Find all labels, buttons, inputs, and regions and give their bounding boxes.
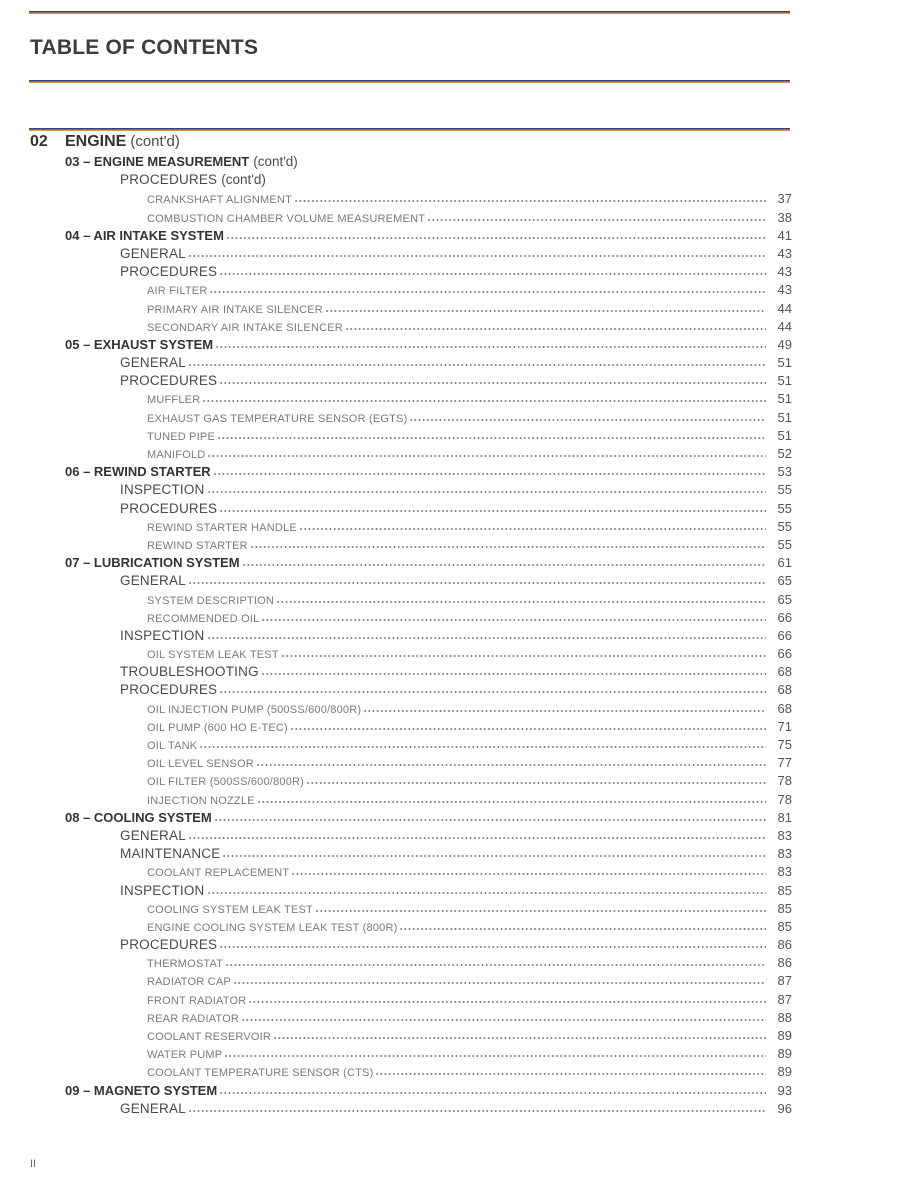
toc-entry-label: 07 – LUBRICATION SYSTEM xyxy=(65,555,240,571)
toc-entry-label: PROCEDURES xyxy=(120,500,218,516)
part-number: 02 xyxy=(30,133,48,150)
toc-entry-label: INJECTION NOZZLE xyxy=(147,794,255,807)
page-number: II xyxy=(30,1158,37,1170)
toc-entry-label: GENERAL xyxy=(120,1100,186,1116)
dot-leader xyxy=(215,336,766,350)
table-of-contents xyxy=(30,131,792,1117)
toc-subsection-entry[interactable] xyxy=(30,571,792,589)
toc-page-number: 65 xyxy=(777,573,792,589)
toc-entry-label: PROCEDURES xyxy=(120,682,218,698)
toc-subsection-entry[interactable] xyxy=(30,353,792,371)
dot-leader xyxy=(209,281,766,295)
toc-page-number: 37 xyxy=(777,191,792,207)
toc-topic-entry[interactable] xyxy=(30,189,792,207)
toc-page-number: 89 xyxy=(777,1064,792,1080)
toc-entry-label: MANIFOLD xyxy=(147,449,206,461)
toc-subsection-entry[interactable] xyxy=(30,262,792,280)
toc-page-number: 81 xyxy=(777,809,792,825)
dot-leader xyxy=(219,936,766,950)
toc-entry-label: TUNED PIPE xyxy=(147,430,216,443)
toc-topic-entry[interactable] xyxy=(30,990,792,1008)
toc-page-number: 78 xyxy=(777,791,792,807)
toc-entries xyxy=(30,153,792,1117)
toc-entry-continued: (cont'd) xyxy=(221,172,266,188)
toc-page-number: 66 xyxy=(777,646,792,662)
toc-subsection-entry[interactable] xyxy=(30,881,792,899)
toc-page-number: 43 xyxy=(777,245,792,261)
toc-entry-label: MUFFLER xyxy=(147,394,201,407)
page-title: TABLE OF CONTENTS xyxy=(30,36,259,59)
toc-page-number: 66 xyxy=(777,627,792,643)
toc-page-number: 87 xyxy=(777,991,792,1007)
toc-topic-entry[interactable] xyxy=(30,299,792,317)
toc-entry-label: REAR RADIATOR xyxy=(147,1012,240,1025)
toc-page-number: 85 xyxy=(777,882,792,898)
toc-page-number: 83 xyxy=(777,864,792,880)
dot-leader xyxy=(399,918,766,932)
dot-leader xyxy=(325,300,766,314)
toc-topic-entry[interactable] xyxy=(30,899,792,917)
dot-leader xyxy=(188,827,766,841)
toc-page-number: 55 xyxy=(777,536,792,552)
dot-leader xyxy=(409,409,766,423)
toc-topic-entry[interactable] xyxy=(30,790,792,808)
toc-topic-entry[interactable] xyxy=(30,1026,792,1044)
toc-page-number: 83 xyxy=(777,846,792,862)
toc-subsection-entry[interactable] xyxy=(30,244,792,262)
toc-page-number: 85 xyxy=(777,918,792,934)
toc-page-number: 49 xyxy=(777,336,792,352)
toc-section-entry[interactable] xyxy=(30,808,792,826)
toc-subsection-entry[interactable] xyxy=(30,171,792,189)
toc-topic-entry[interactable] xyxy=(30,771,792,789)
toc-entry-label: ENGINE COOLING SYSTEM LEAK TEST (800R) xyxy=(147,921,398,934)
dot-leader xyxy=(219,681,766,695)
toc-page-number: 55 xyxy=(777,500,792,516)
toc-page-number: 44 xyxy=(777,318,792,334)
toc-entry-label: CRANKSHAFT ALIGNMENT xyxy=(147,194,292,207)
title-underline-rule xyxy=(29,80,790,83)
dot-leader xyxy=(214,809,766,823)
dot-leader xyxy=(207,882,766,896)
dot-leader xyxy=(188,1100,766,1114)
dot-leader xyxy=(294,190,766,204)
toc-topic-entry[interactable] xyxy=(30,389,792,407)
toc-section-entry[interactable] xyxy=(30,226,792,244)
toc-page-number: 61 xyxy=(777,555,792,571)
toc-page-number: 83 xyxy=(777,827,792,843)
dot-leader xyxy=(276,591,766,605)
toc-page-number: 89 xyxy=(777,1028,792,1043)
dot-leader xyxy=(219,1082,766,1096)
toc-entry-continued: (cont'd) xyxy=(253,154,298,169)
toc-page-number: 43 xyxy=(777,264,792,280)
toc-entry-label: TROUBLESHOOTING xyxy=(120,664,259,680)
toc-page-number: 89 xyxy=(777,1046,792,1062)
toc-section-entry[interactable] xyxy=(30,462,792,480)
toc-topic-entry[interactable] xyxy=(30,444,792,462)
toc-entry-label: INSPECTION xyxy=(120,482,205,498)
toc-entry-label: 05 – EXHAUST SYSTEM xyxy=(65,336,214,352)
toc-entry-label: OIL TANK xyxy=(147,740,198,752)
toc-subsection-entry[interactable] xyxy=(30,662,792,680)
toc-subsection-entry[interactable] xyxy=(30,680,792,698)
toc-entry-label: SYSTEM DESCRIPTION xyxy=(147,594,275,607)
toc-entry-label: COOLING SYSTEM LEAK TEST xyxy=(147,903,313,916)
toc-entry-label: AIR FILTER xyxy=(147,285,208,298)
toc-entry-label: GENERAL xyxy=(120,573,186,589)
dot-leader xyxy=(217,427,766,441)
toc-entry-label: PROCEDURES xyxy=(120,937,218,953)
toc-page-number: 41 xyxy=(777,227,792,243)
dot-leader xyxy=(219,263,766,277)
toc-entry-label: OIL PUMP (600 HO E-TEC) xyxy=(147,721,288,734)
dot-leader xyxy=(226,227,766,241)
toc-topic-entry[interactable] xyxy=(30,317,792,335)
toc-entry-label: COOLANT TEMPERATURE SENSOR (CTS) xyxy=(147,1067,374,1080)
toc-entry-label: GENERAL xyxy=(120,355,186,371)
dot-leader xyxy=(188,245,766,259)
toc-subsection-entry[interactable] xyxy=(30,626,792,644)
toc-subsection-entry[interactable] xyxy=(30,1099,792,1117)
top-rule xyxy=(29,11,790,14)
toc-entry-label: PROCEDURES xyxy=(120,172,218,188)
dot-leader xyxy=(363,700,766,714)
part-title: ENGINE xyxy=(65,133,127,150)
toc-page-number: 55 xyxy=(777,518,792,534)
dot-leader xyxy=(224,1045,766,1059)
dot-leader xyxy=(306,772,766,786)
toc-page-number: 88 xyxy=(777,1009,792,1025)
toc-entry-label: 08 – COOLING SYSTEM xyxy=(65,809,212,825)
toc-entry-label: OIL INJECTION PUMP (500SS/600/800R) xyxy=(147,703,362,716)
toc-entry-label: PROCEDURES xyxy=(120,373,218,389)
toc-subsection-entry[interactable] xyxy=(30,371,792,389)
toc-page-number: 85 xyxy=(777,900,792,916)
toc-topic-entry[interactable] xyxy=(30,717,792,735)
toc-topic-entry[interactable] xyxy=(30,408,792,426)
toc-entry-label: SECONDARY AIR INTAKE SILENCER xyxy=(147,321,343,334)
dot-leader xyxy=(281,645,766,659)
toc-topic-entry[interactable] xyxy=(30,517,792,535)
dot-leader xyxy=(188,354,766,368)
toc-page-number: 66 xyxy=(777,609,792,625)
dot-leader xyxy=(273,1027,766,1041)
toc-topic-entry[interactable] xyxy=(30,426,792,444)
toc-page-number: 51 xyxy=(777,391,792,407)
dot-leader xyxy=(188,572,766,586)
toc-entry-label: MAINTENANCE xyxy=(120,846,221,862)
dot-leader xyxy=(207,481,766,495)
toc-entry-label: OIL SYSTEM LEAK TEST xyxy=(147,649,279,662)
toc-topic-entry[interactable] xyxy=(30,1008,792,1026)
dot-leader xyxy=(242,554,766,568)
toc-page-number: 87 xyxy=(777,973,792,989)
toc-page-number: 55 xyxy=(777,482,792,498)
dot-leader xyxy=(345,318,766,332)
toc-topic-entry[interactable] xyxy=(30,280,792,298)
toc-page-number: 43 xyxy=(777,282,792,298)
toc-page-number: 51 xyxy=(777,427,792,443)
dot-leader xyxy=(375,1063,766,1077)
toc-entry-label: OIL FILTER (500SS/600/800R) xyxy=(147,776,305,789)
dot-leader xyxy=(315,900,766,914)
dot-leader xyxy=(219,500,766,514)
toc-topic-entry[interactable] xyxy=(30,535,792,553)
toc-page-number: 96 xyxy=(777,1100,792,1116)
toc-entry-label: FRONT RADIATOR xyxy=(147,994,247,1007)
toc-entry-label: INSPECTION xyxy=(120,882,205,898)
toc-section-entry[interactable] xyxy=(30,553,792,571)
part-heading-label xyxy=(30,131,180,153)
toc-subsection-entry[interactable] xyxy=(30,935,792,953)
dot-leader xyxy=(261,609,766,623)
dot-leader xyxy=(257,791,766,805)
toc-topic-entry[interactable] xyxy=(30,699,792,717)
toc-section-entry[interactable] xyxy=(30,1081,792,1099)
dot-leader xyxy=(248,991,766,1005)
toc-entry-label: RECOMMENDED OIL xyxy=(147,612,260,625)
toc-entry-label: 06 – REWIND STARTER xyxy=(65,464,211,480)
part-heading xyxy=(30,131,792,153)
toc-entry-label: OIL LEVEL SENSOR xyxy=(147,758,254,771)
dot-leader xyxy=(250,536,766,550)
toc-entry-label: REWIND STARTER HANDLE xyxy=(147,521,297,534)
toc-topic-entry[interactable] xyxy=(30,1062,792,1080)
toc-topic-entry[interactable] xyxy=(30,953,792,971)
toc-subsection-entry[interactable] xyxy=(30,499,792,517)
toc-page-number: 68 xyxy=(777,682,792,698)
dot-leader xyxy=(299,518,766,532)
toc-subsection-entry[interactable] xyxy=(30,480,792,498)
toc-entry-label: COMBUSTION CHAMBER VOLUME MEASUREMENT xyxy=(147,212,426,225)
part-continued: (cont'd) xyxy=(130,133,180,150)
toc-entry-label: 09 – MAGNETO SYSTEM xyxy=(65,1082,218,1098)
toc-topic-entry[interactable] xyxy=(30,1044,792,1062)
toc-entry-label: RADIATOR CAP xyxy=(147,976,231,989)
toc-page-number: 51 xyxy=(777,409,792,425)
toc-entry-label: EXHAUST GAS TEMPERATURE SENSOR (EGTS) xyxy=(147,412,408,425)
toc-page-number: 38 xyxy=(777,209,792,225)
dot-leader xyxy=(261,663,766,677)
dot-leader xyxy=(225,954,766,968)
toc-topic-entry[interactable] xyxy=(30,590,792,608)
toc-topic-entry[interactable] xyxy=(30,644,792,662)
toc-page-number: 44 xyxy=(777,300,792,316)
dot-leader xyxy=(207,627,766,641)
toc-page-number: 71 xyxy=(777,718,792,734)
toc-entry-label: THERMOSTAT xyxy=(147,958,224,971)
toc-topic-entry[interactable] xyxy=(30,608,792,626)
dot-leader xyxy=(207,445,766,459)
toc-entry-label: REWIND STARTER xyxy=(147,539,248,552)
dot-leader xyxy=(213,463,766,477)
toc-section-entry[interactable] xyxy=(30,153,792,171)
toc-topic-entry[interactable] xyxy=(30,917,792,935)
toc-entry-label: COOLANT RESERVOIR xyxy=(147,1031,272,1043)
toc-page-number: 68 xyxy=(777,664,792,680)
dot-leader xyxy=(233,972,766,986)
toc-subsection-entry[interactable] xyxy=(30,844,792,862)
dot-leader xyxy=(222,845,766,859)
toc-entry-label: PRIMARY AIR INTAKE SILENCER xyxy=(147,303,323,316)
toc-page-number: 68 xyxy=(777,700,792,716)
toc-page-number: 52 xyxy=(777,446,792,461)
dot-leader xyxy=(241,1009,766,1023)
toc-page-number: 93 xyxy=(777,1082,792,1098)
dot-leader xyxy=(199,736,766,750)
toc-page-number: 86 xyxy=(777,955,792,971)
toc-page-number: 51 xyxy=(777,373,792,389)
toc-entry-label: GENERAL xyxy=(120,827,186,843)
toc-entry-label: INSPECTION xyxy=(120,627,205,643)
dot-leader xyxy=(427,209,766,223)
toc-page-number: 86 xyxy=(777,937,792,953)
toc-page-number: 53 xyxy=(777,464,792,480)
toc-topic-entry[interactable] xyxy=(30,971,792,989)
toc-page-number: 65 xyxy=(777,591,792,607)
toc-entry-label: COOLANT REPLACEMENT xyxy=(147,867,290,880)
toc-topic-entry[interactable] xyxy=(30,753,792,771)
toc-page-number: 51 xyxy=(777,355,792,371)
dot-leader xyxy=(256,754,766,768)
toc-subsection-entry[interactable] xyxy=(30,826,792,844)
toc-section-entry[interactable] xyxy=(30,335,792,353)
toc-entry-label: GENERAL xyxy=(120,245,186,261)
toc-entry-label: PROCEDURES xyxy=(120,264,218,280)
toc-entry-label: 03 – ENGINE MEASUREMENT xyxy=(65,154,250,169)
toc-page-number: 75 xyxy=(777,737,792,752)
toc-topic-entry[interactable] xyxy=(30,735,792,753)
dot-leader xyxy=(290,718,766,732)
toc-topic-entry[interactable] xyxy=(30,208,792,226)
dot-leader xyxy=(202,390,766,404)
dot-leader xyxy=(219,372,766,386)
toc-page-number: 78 xyxy=(777,773,792,789)
toc-entry-label: WATER PUMP xyxy=(147,1049,223,1062)
toc-page-number: 77 xyxy=(777,755,792,771)
toc-topic-entry[interactable] xyxy=(30,862,792,880)
toc-entry-label: 04 – AIR INTAKE SYSTEM xyxy=(65,227,224,243)
dot-leader xyxy=(291,863,766,877)
